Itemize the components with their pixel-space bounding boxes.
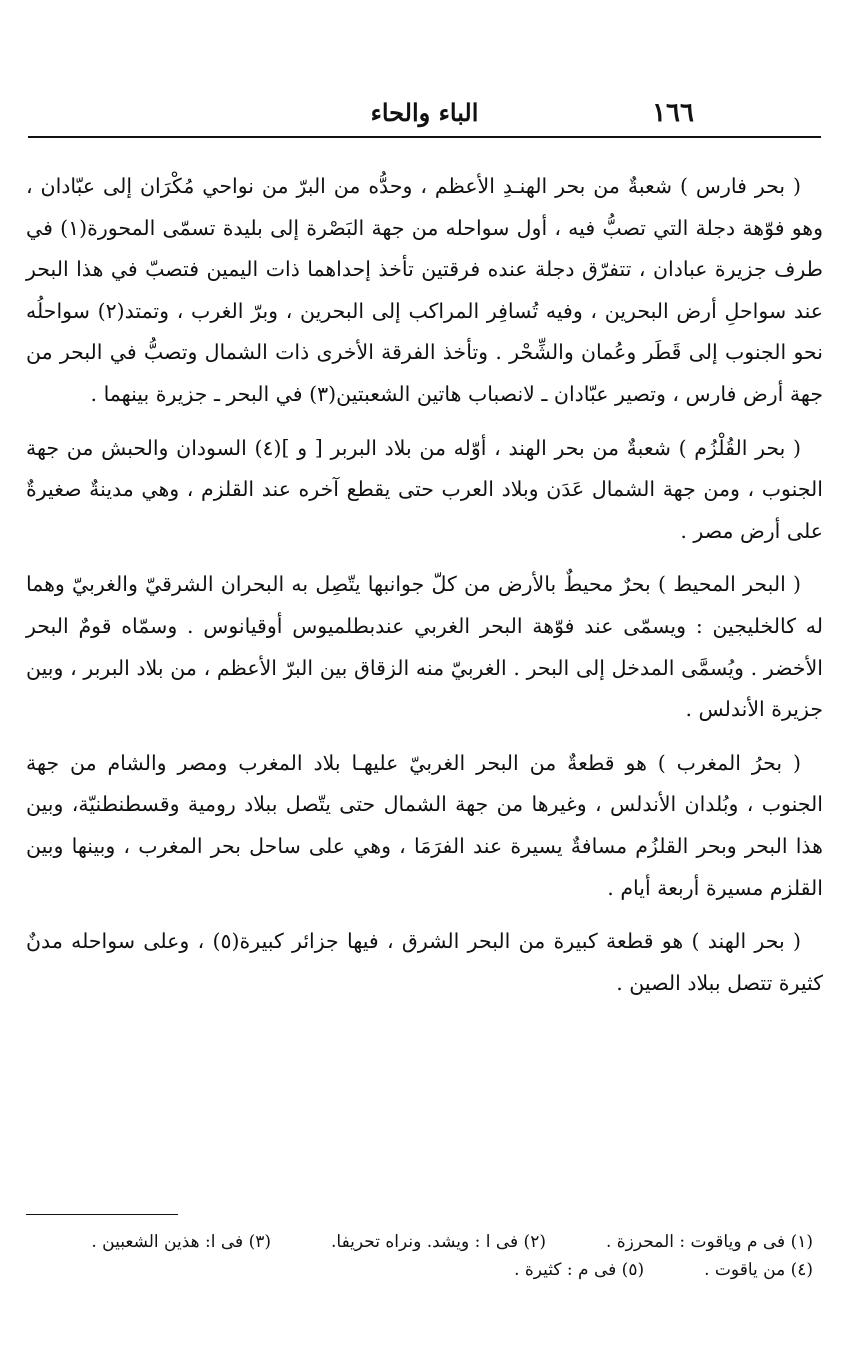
page-number: ١٦٦ [652, 98, 694, 128]
running-head: الباء والحاء [370, 98, 479, 127]
paragraph-bahr-maghrib: ( بحرُ المغرب ) هو قطعةٌ من البحر الغربيّ عليهـا بلاد المغرب ومصر والشام من جهة الجنوب ، وبُلدان الأندلس ، وغيرها من جهة الشمال حتى يتّصل ببلاد رومية وقسطنطنيّة، وبين هذا البحر وبحر القلزُم مسافةٌ يسيرة عند الفرَمَا ، وهي على ساحل بحر المغرب ، وبينها وبين القلزم مسيرة أربعة أيام . [26, 750, 823, 900]
footnote-2: (٢) فى ا : ويشد. ونراه تحريفا. [331, 1232, 546, 1252]
footnote-5: (٥) فى م : كثيرة . [514, 1260, 645, 1280]
paragraph-bahr-faris: ( بحر فارس ) شعبةٌ من بحر الهنـدِ الأعظم ، وحدُّه من البرّ من نواحي مُكْرَان إلى عبّادان ، وهو فوّهة دجلة التي تصبُّ فيه ، أول سواحله من جهة البَصْرة إلى بليدة تسمّى المحورة(١) في طرف جزيرة عبادان ، تتفرّق دجلة عنده فرقتين تأخذ إحداهما ذات اليمين فتصبّ في هذا البحر عند سواحلِ أرض البحرين ، وفيه تُسافِر المراكب إلى البحرين ، وبرّ الغرب ، وتمتد(٢) سواحلُه نحو الجنوب إلى قَطَر وعُمان والشِّحْر . وتأخذ الفرقة الأخرى ذات الشمال وتصبُّ في البحر من جهة أرض فارس ، وتصير عبّادان ـ لانصباب هاتين الشعبتين(٣) في البحر ـ جزيرة بينهما . [26, 174, 824, 406]
footnote-row [26, 1228, 823, 1256]
footnote-3: (٣) فى ا: هذين الشعبين . [91, 1232, 271, 1252]
footnotes [26, 1228, 823, 1284]
header-rule [28, 136, 821, 138]
paragraph-bahr-qulzum: ( بحر القُلْزُم ) شعبةٌ من بحر الهند ، أوّله من بلاد البربر [ و ](٤) السودان والحبش من جهة الجنوب ، ومن جهة الشمال عَدَن وبلاد العرب حتى يقطع آخره عند القلزم ، وهي مدينةٌ صغيرةٌ على أرض مصر . [26, 435, 823, 543]
footnote-4: (٤) من ياقوت . [704, 1260, 813, 1280]
page-header [40, 96, 809, 136]
footnote-row [26, 1256, 823, 1284]
body-text [26, 166, 823, 1016]
footnote-rule [26, 1214, 178, 1215]
paragraph-bahr-hind: ( بحر الهند ) هو قطعة كبيرة من البحر الشرق ، فيها جزائر كبيرة(٥) ، وعلى سواحله مدنٌ كثيرة تتصل ببلاد الصين . [26, 929, 823, 995]
paragraph-bahr-muhit: ( البحر المحيط ) بحرٌ محيطٌ بالأرض من كلّ جوانبها يتّصِل به البحران الشرقيّ والغربيّ وهما له كالخليجين : ويسمّى عند فوّهة البحر الغربي عندبطلميوس أوقيانوس . وسمّاه قومٌ البحر الأخضر . ويُسمَّى المدخل إلى البحر . الغربيّ منه الزقاق بين البرّ الأعظم ، من بلاد البربر ، وبين جزيرة الأندلس . [26, 572, 823, 722]
footnote-1: (١) فى م وياقوت : المحرزة . [605, 1232, 813, 1252]
